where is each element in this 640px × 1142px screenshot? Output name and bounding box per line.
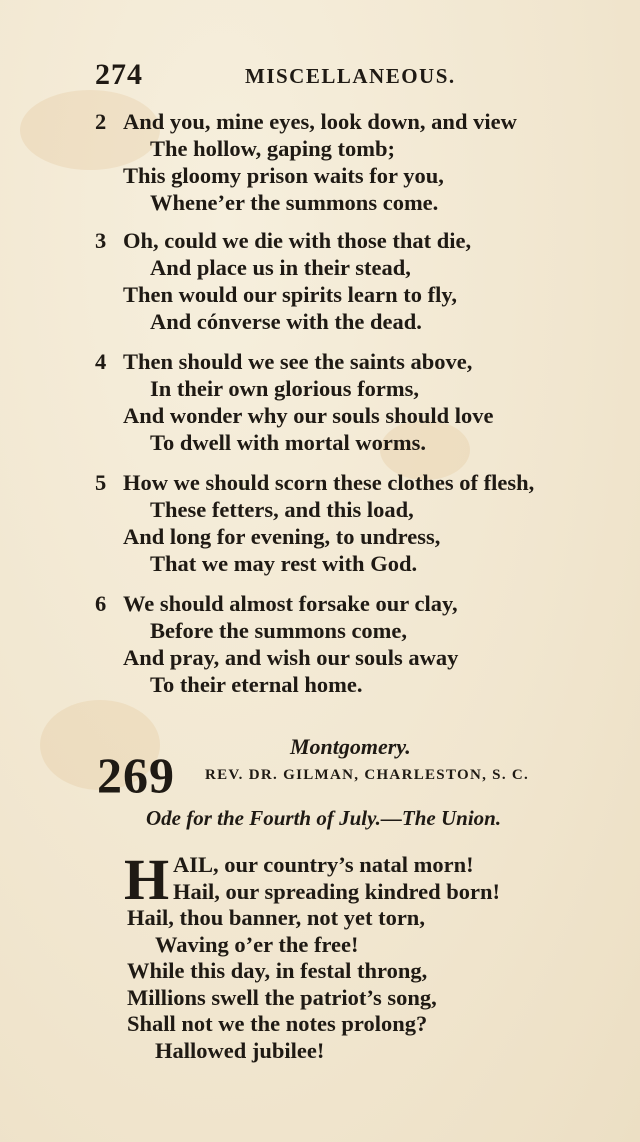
verse-line: 5 How we should scorn these clothes of flesh, <box>95 470 535 495</box>
verse-line: These fetters, and this load, <box>150 497 414 522</box>
hymn-line: Hail, our spreading kindred born! <box>173 878 500 904</box>
verse-line: Whene’er the summons come. <box>150 190 439 215</box>
tune-name: Montgomery. <box>290 734 411 759</box>
verse-number: 4 <box>95 349 107 374</box>
page-header <box>95 58 600 98</box>
verse-line: That we may rest with God. <box>150 551 418 576</box>
verse-line: And wonder why our souls should love <box>123 403 494 428</box>
hymn-author: REV. DR. GILMAN, CHARLESTON, S. C. <box>205 767 530 783</box>
verse-number: 3 <box>95 228 107 253</box>
verse-number: 5 <box>95 470 107 495</box>
verse-line: And place us in their stead, <box>150 255 411 280</box>
hymn-subtitle: Ode for the Fourth of July.—The Union. <box>146 806 502 830</box>
hymn-line: Millions swell the patriot’s song, <box>127 984 437 1010</box>
verse-line: 3 Oh, could we die with those that die, <box>95 228 472 253</box>
hymn-line: Hail, thou banner, not yet torn, <box>127 905 425 930</box>
running-title: MISCELLANEOUS. <box>245 64 456 88</box>
verse-line: In their own glorious forms, <box>150 376 419 401</box>
verse-line: To their eternal home. <box>150 672 363 697</box>
hymn-line: AIL, our country’s natal morn! <box>173 852 474 877</box>
hymn-line: Shall not we the notes prolong? <box>127 1011 428 1036</box>
verse-line: 4 Then should we see the saints above, <box>95 349 473 374</box>
hymn-line: Hallowed jubilee! <box>155 1037 325 1063</box>
hymn-line: Waving o’er the free! <box>155 931 359 957</box>
verse-number: 6 <box>95 591 107 616</box>
verse-line: Before the summons come, <box>150 618 408 643</box>
page-number: 274 <box>95 58 143 91</box>
verse-line: The hollow, gaping tomb; <box>150 136 396 161</box>
verse <box>95 469 615 577</box>
verse-line: To dwell with mortal worms. <box>150 430 427 455</box>
verse <box>95 348 615 456</box>
verse-line: And long for evening, to undress, <box>123 524 441 549</box>
verse-line: Then would our spirits learn to fly, <box>123 282 458 307</box>
verse-line: 2 And you, mine eyes, look down, and view <box>95 109 517 134</box>
verse-number: 2 <box>95 109 107 134</box>
verse <box>95 108 615 216</box>
hymn-line: While this day, in festal throng, <box>127 958 428 983</box>
hymn-number: 269 <box>97 747 175 803</box>
verse-line: 6 We should almost forsake our clay, <box>95 591 458 616</box>
verse-line: This gloomy prison waits for you, <box>123 163 444 188</box>
verse <box>95 590 615 698</box>
hymn-stanza <box>127 852 607 1064</box>
verse-line: And cónverse with the dead. <box>150 309 422 334</box>
verse <box>95 227 615 335</box>
verse-line: And pray, and wish our souls away <box>123 645 459 670</box>
drop-cap: H <box>124 847 170 912</box>
